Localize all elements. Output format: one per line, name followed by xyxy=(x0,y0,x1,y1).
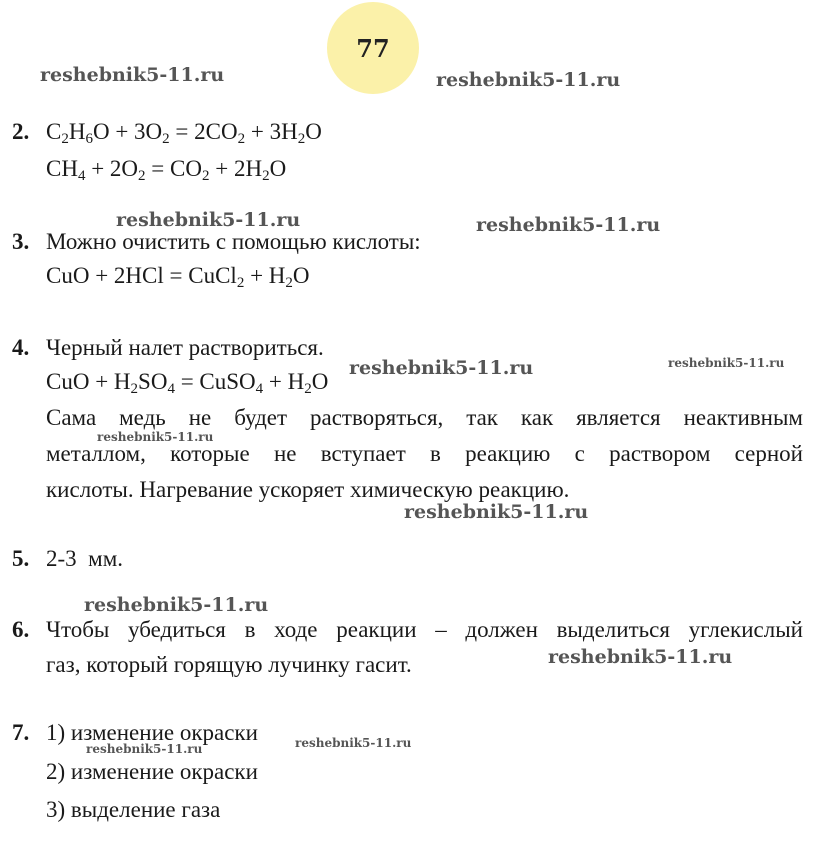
equation-line: CuO + $H_2SO_4$ = CuSO$_4$ + $H_2O$ xyxy=(46,369,329,397)
watermark: reshebnik5-11.ru xyxy=(86,742,203,756)
task-number: 6. xyxy=(12,617,30,642)
list-item: 1) изменение окраски xyxy=(46,720,258,745)
watermark: reshebnik5-11.ru xyxy=(668,356,785,370)
task-number: 2. xyxy=(12,119,30,144)
list-item: 3) выделение газа xyxy=(46,797,221,822)
watermark: reshebnik5-11.ru xyxy=(40,64,225,86)
watermark: reshebnik5-11.ru xyxy=(97,430,214,444)
answer-text: Черный налет раствориться. xyxy=(46,335,324,360)
watermark: reshebnik5-11.ru xyxy=(404,501,589,523)
task-number: 5. xyxy=(12,546,30,571)
answer-line: газ, который горящую лучинку гасит. xyxy=(46,652,412,677)
watermark: reshebnik5-11.ru xyxy=(295,736,412,750)
equation-line: $C_2H_6O + 3O_2 = 2CO_2 + 3H_2O$ xyxy=(46,119,322,147)
paragraph-line: металлом, которые не вступает в реакцию с раствором серной xyxy=(46,441,803,466)
watermark: reshebnik5-11.ru xyxy=(476,214,661,236)
watermark: reshebnik5-11.ru xyxy=(436,69,621,91)
watermark: reshebnik5-11.ru xyxy=(116,209,301,231)
page-number-badge xyxy=(327,2,419,94)
task-number: 4. xyxy=(12,335,30,360)
equation-line: $CH_4 + 2O_2 = CO_2 + 2H_2O$ xyxy=(46,156,287,184)
paragraph-line: Сама медь не будет растворяться, так как является неактивным xyxy=(46,405,803,430)
task-number: 3. xyxy=(12,229,30,254)
answer-line: Чтобы убедиться в ходе реакции – должен выделиться углекислый xyxy=(46,617,803,642)
list-item: 2) изменение окраски xyxy=(46,759,258,784)
equation-line: CuO + 2HCl = CuCl$_2$ + $H_2O$ xyxy=(46,263,310,291)
task-number: 7. xyxy=(12,720,30,745)
watermark: reshebnik5-11.ru xyxy=(349,357,534,379)
watermark: reshebnik5-11.ru xyxy=(84,594,269,616)
answer-text: 2-3 мм. xyxy=(46,546,124,571)
watermark: reshebnik5-11.ru xyxy=(548,646,733,668)
page-number: 77 xyxy=(356,33,390,63)
answer-text: Можно очистить с помощью кислоты: xyxy=(46,229,421,254)
paragraph-line: кислоты. Нагревание ускоряет химическую реакцию. xyxy=(46,477,570,502)
